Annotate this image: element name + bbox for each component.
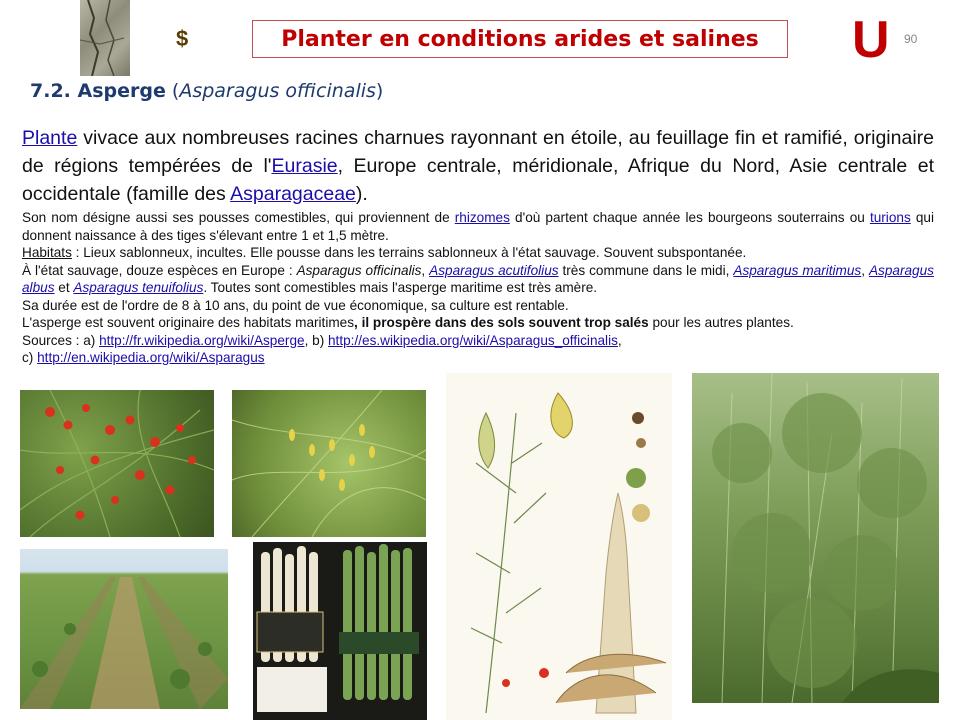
para3-text-3: et	[54, 280, 74, 295]
sources-label: Sources : a)	[22, 332, 100, 348]
lead-text-1: vivace aux nombreuses racines charnues rayonnant en étoile, au feuillage fin et ramifié, originaire de régions tempérées de l'	[22, 127, 934, 177]
asparagus-bunches-photo	[253, 542, 427, 720]
para5-text-2: pour les autres plantes.	[648, 315, 794, 330]
species-officinalis: Asparagus officinalis	[296, 262, 422, 278]
para1-text-3: qui donnent naissance à des tiges s'élevant entre 1 et 1,5 mètre.	[22, 210, 935, 243]
link-acutifolius[interactable]	[429, 263, 558, 278]
section-letter: U	[852, 11, 890, 69]
species-maritimus: Asparagus maritimus	[733, 262, 862, 278]
paragraph-duration: Sa durée est de l'ordre de 8 à 10 ans, du point de vue économique, sa culture est rentable.	[22, 297, 569, 313]
sources-comma: ,	[617, 332, 622, 348]
botanical-illustration	[446, 373, 672, 720]
dollar-symbol: $	[176, 26, 189, 51]
paragraph-habitat-salt	[22, 314, 934, 332]
link-maritimus[interactable]	[733, 263, 861, 278]
asparagus-flowers-photo	[232, 390, 426, 537]
paragraph-species	[22, 262, 934, 297]
species-albus: Asparagus albus	[22, 262, 934, 295]
lead-paragraph	[22, 124, 934, 208]
paragraph-sources	[22, 332, 934, 350]
para3-comma-2: ,	[861, 262, 869, 278]
page-number: 90	[904, 32, 918, 46]
paragraph-name	[22, 209, 934, 244]
link-source-fr[interactable]: http://fr.wikipedia.org/wiki/Asperge	[99, 332, 305, 348]
lead-text-3: ).	[355, 183, 368, 205]
para3-comma-1: ,	[421, 262, 430, 278]
para3-text-2: très commune dans le midi,	[558, 262, 734, 278]
para1-text-2: d'où partent chaque année les bourgeons souterrains ou	[509, 210, 870, 225]
link-source-es[interactable]: http://es.wikipedia.org/wiki/Asparagus_officinalis	[328, 332, 618, 348]
lead-text-2: , Europe centrale, méridionale, Afrique du Nord, Asie centrale et occidentale (famille des	[22, 155, 934, 205]
habitats-label: Habitats	[22, 245, 72, 260]
paragraph-sources-c	[22, 349, 934, 367]
para3-text-4: . Toutes sont comestibles mais l'asperge maritime est très amère.	[203, 280, 598, 295]
species-tenuifolius: Asparagus tenuifolius	[73, 280, 204, 295]
asparagus-berries-photo	[20, 390, 214, 537]
link-turions[interactable]: turions	[869, 210, 911, 225]
link-eurasie[interactable]: Eurasie	[271, 155, 338, 177]
asparagus-plant-photo	[692, 373, 939, 703]
asparagus-field-photo	[20, 549, 228, 709]
slide-title-box	[252, 20, 788, 58]
section-latin-name: Asparagus officinalis	[179, 80, 376, 102]
link-plante[interactable]: Plante	[22, 127, 78, 149]
sources-c-label: c)	[22, 350, 38, 365]
para3-text-1: À l'état sauvage, douze espèces en Europe :	[22, 262, 297, 278]
section-title: 7.2. Asperge (Asparagus officinalis)	[30, 80, 384, 102]
section-name: Asperge	[77, 80, 166, 102]
sources-sep: , b)	[304, 332, 328, 348]
link-tenuifolius[interactable]	[73, 280, 203, 295]
slide-title: Planter en conditions arides et salines	[281, 26, 759, 52]
species-acutifolius: Asparagus acutifolius	[429, 262, 559, 278]
para2-text-1: : Lieux sablonneux, incultes. Elle pousse dans les terrains sablonneux à l'état sauvage. Souvent subspontanée.	[71, 245, 747, 260]
details-block	[22, 209, 934, 367]
para1-text-1: Son nom désigne aussi ses pousses comestibles, qui proviennent de	[22, 210, 455, 225]
section-number: 7.2.	[30, 80, 71, 102]
paragraph-habitats	[22, 244, 934, 262]
link-asparagaceae[interactable]: Asparagaceae	[230, 183, 356, 205]
link-rhizomes[interactable]: rhizomes	[454, 210, 510, 225]
para5-bold: , il prospère dans des sols souvent trop salés	[354, 315, 649, 330]
link-source-en[interactable]: http://en.wikipedia.org/wiki/Asparagus	[37, 350, 265, 365]
para5-text-1: L'asperge est souvent originaire des habitats maritimes	[22, 315, 355, 330]
landscape-thumbnail-image	[80, 0, 130, 76]
